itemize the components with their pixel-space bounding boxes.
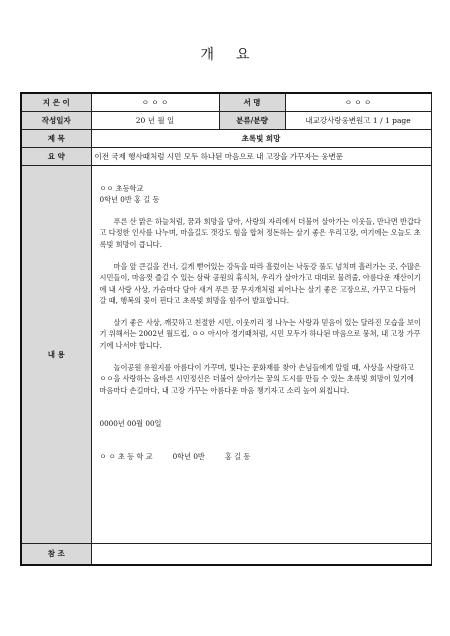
student-name: 0학년 0반 홍 길 동 bbox=[99, 194, 160, 204]
page-title-char-2: 요 bbox=[236, 47, 250, 63]
row-content bbox=[21, 165, 431, 543]
row-subject bbox=[21, 129, 431, 147]
date-value: 20 년 월 일 bbox=[91, 111, 219, 129]
signature-school: ㅇ ㅇ 초 등 학 교 bbox=[99, 452, 153, 462]
reference-value bbox=[91, 543, 431, 565]
page-title bbox=[0, 44, 450, 64]
content-cell bbox=[91, 165, 431, 543]
signature-name: 홍 길 동 bbox=[224, 452, 251, 462]
report-form-table bbox=[20, 92, 432, 566]
page-title-char-1: 개 bbox=[200, 47, 214, 63]
speech-body bbox=[92, 166, 431, 469]
label-category: 분류/분량 bbox=[219, 111, 285, 129]
label-summary: 요 약 bbox=[21, 147, 91, 165]
row-date bbox=[21, 111, 431, 129]
label-author: 지 은 이 bbox=[21, 93, 91, 111]
label-date: 작성일자 bbox=[21, 111, 91, 129]
paragraph-4: 놀이공원 유원지를 아름다이 가꾸며, 빛나는 문화재를 찾아 손님들에게 알릴 때, 사상을 사랑하고 ㅇㅇ을 사랑하는 올바른 시민정신은 더불어 살아가는 꿈의 도시를 만들 수 있는 초록빛 희망이 있기에 마음마다 손길마다, 내 고장 가꾸는 아름다운 마음 챙기자고 소리 높여 외칩니다. bbox=[99, 363, 414, 395]
paragraph-1: 푸른 산 맑은 하늘처럼, 꿈과 희망을 담아, 사랑의 자리에서 더불어 살아가는 이웃들, 만나면 반갑다고 다정한 인사를 나누며, 마을길도 갯강도 힘을 합쳐 정돈하는 살기 좋은 우리고장, 여기에는 오늘도 초록빛 희망이 큽니다. bbox=[99, 217, 421, 249]
category-value: 내교강사랑웅변원고 1 / 1 page bbox=[285, 111, 431, 129]
paragraph-3: 살기 좋은 사상, 깨끗하고 친절한 시민, 이웃끼리 정 나누는 사랑과 믿음이 있는 달라진 모습을 보이기 위해서는 2002년 월드컵, ㅇㅇ 아시아 경기때처럼, 시민 모두가 하나된 마음으로 뭉쳐, 내 고장 가꾸기에 나서야 합니다. bbox=[99, 318, 421, 350]
label-subject: 제 목 bbox=[21, 129, 91, 147]
author-value: ㅇ ㅇ ㅇ bbox=[91, 93, 219, 111]
label-signature: 서 명 bbox=[219, 93, 285, 111]
speech-date: 0000년 00월 00일 bbox=[99, 418, 162, 428]
signature-value: ㅇ ㅇ ㅇ bbox=[285, 93, 431, 111]
row-author bbox=[21, 93, 431, 111]
label-content: 내 용 bbox=[21, 165, 91, 543]
label-reference: 참 조 bbox=[21, 543, 91, 565]
signature-line bbox=[100, 451, 423, 462]
row-summary bbox=[21, 147, 431, 165]
row-reference bbox=[21, 543, 431, 565]
school-name: ㅇㅇ 초등학교 bbox=[99, 183, 144, 193]
summary-value: 이전 국제 행사때처럼 시민 모두 하나된 마음으로 내 고장을 가꾸자는 웅변문 bbox=[91, 147, 431, 165]
signature-class: 0학년 0반 bbox=[172, 452, 205, 462]
paragraph-2: 마을 앞 큰길을 건너, 길게 뻗어있는 강독을 따라 흘렀이는 낙동강 풀도 넘치며 흘러가는 곳, 수많은 시민들이, 마음껏 즐길 수 있는 삼락 공원의 휴식처, 우리가 살아가고 대대로 물려줄, 아름다운 재산이기에 내 사랑 사상, 가슴마다 담아 새겨 푸른 꿈 무지개처럼 피어나는 살기 좋은 고장으로, 가꾸고 다듬어 갈 때, 행복의 꽃이 핀다고 초록빛 희망을 힘주어 발표합니다. bbox=[99, 261, 421, 305]
subject-value: 초록빛 희망 bbox=[91, 129, 431, 147]
